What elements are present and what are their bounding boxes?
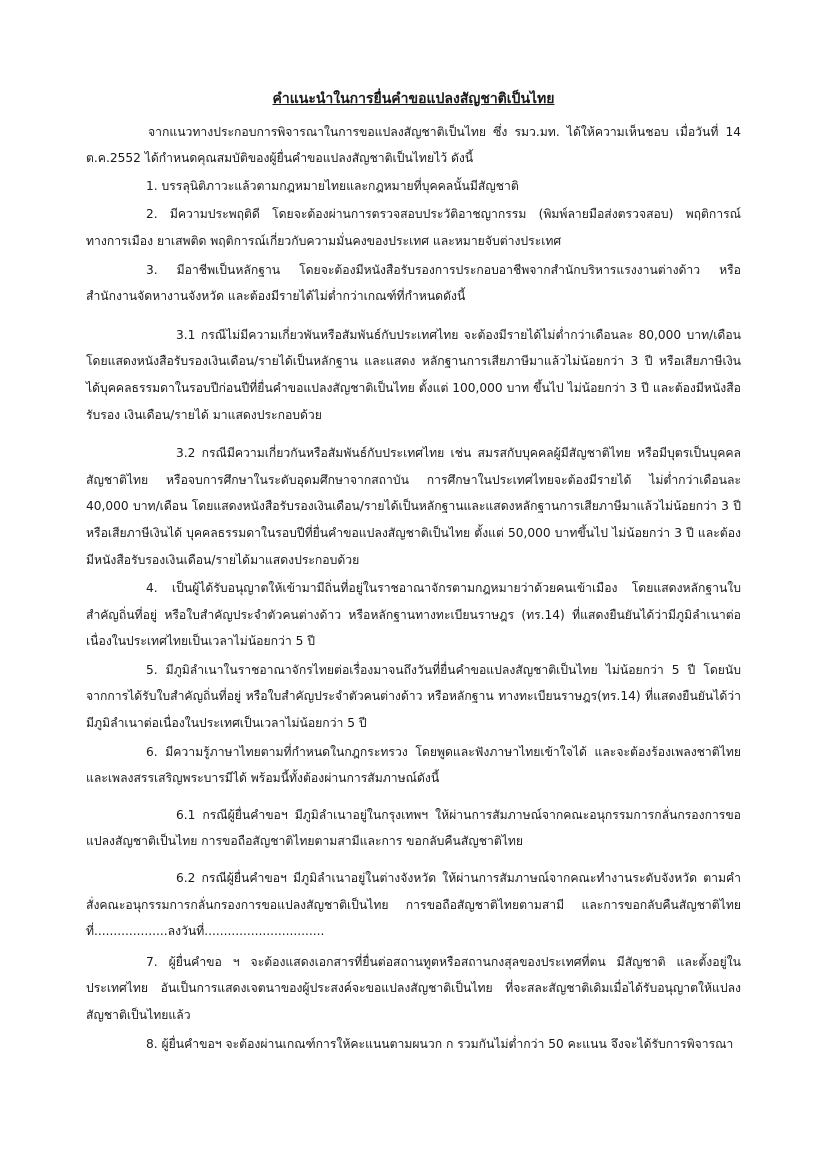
intro-paragraph: จากแนวทางประกอบการพิจารณาในการขอแปลงสัญชาติเป็นไทย ซึ่ง รมว.มท. ได้ให้ความเห็นชอบ เมื่อวันที่ 14 ต.ค.2552 ได้กำหนดคุณสมบัติของผู้ยื่นคำขอแปลงสัญชาติเป็นไทยไว้ ดังนี้	[86, 124, 741, 166]
criterion-3-1: 3.1 กรณีไม่มีความเกี่ยวพันหรือสัมพันธ์กับประเทศไทย จะต้องมีรายได้ไม่ต่ำกว่าเดือนละ 80,000 บาท/เดือน โดยแสดงหนังสือรับรองเงินเดือน/รายได้เป็นหลักฐาน และแสดง หลักฐานการเสียภาษีมาแล้วไม่น้อยกว่า 3 ปี หรือเสียภาษีเงินได้บุคคลธรรมดาในรอบปีก่อนปีที่ยื่นคำขอแปลงสัญชาติเป็นไทย ตั้งแต่ 100,000 บาท ขึ้นไป ไม่น้อยกว่า 3 ปี และต้องมีหนังสือรับรอง เงินเดือน/รายได้ มาแสดงประกอบด้วย	[86, 327, 741, 422]
document-title: คำแนะนำในการยื่นคำขอแปลงสัญชาติเป็นไทย	[272, 91, 555, 107]
criterion-4: 4. เป็นผู้ได้รับอนุญาตให้เข้ามามีถิ่นที่อยู่ในราชอาณาจักรตามกฎหมายว่าด้วยคนเข้าเมือง โดยแสดงหลักฐานใบสำคัญถิ่นที่อยู่ หรือใบสำคัญประจำตัวคนต่างด้าว หรือหลักฐานทางทะเบียนราษฎร (ทร.14) ที่แสดงยืนยันได้ว่ามีภูมิลำเนาต่อเนื่องในประเทศไทยเป็นเวลาไม่น้อยกว่า 5 ปี	[86, 581, 741, 649]
document-page	[86, 86, 741, 1057]
criterion-7: 7. ผู้ยื่นคำขอ ฯ จะต้องแสดงเอกสารที่ยื่นต่อสถานทูตหรือสถานกงสุลของประเทศที่ตน มีสัญชาติ และตั้งอยู่ในประเทศไทย อันเป็นการแสดงเจตนาของผู้ประสงค์จะขอแปลงสัญชาติเป็นไทย ที่จะสละสัญชาติเดิมเมื่อได้รับอนุญาตให้แปลงสัญชาติเป็นไทยแล้ว	[86, 954, 741, 1022]
criterion-2: 2. มีความประพฤติดี โดยจะต้องผ่านการตรวจสอบประวัติอาชญากรรม (พิมพ์ลายมือส่งตรวจสอบ) พฤติการณ์ทางการเมือง ยาเสพติด พฤติการณ์เกี่ยวกับความมั่นคงของประเทศ และหมายจับต่างประเทศ	[86, 207, 741, 248]
criterion-6: 6. มีความรู้ภาษาไทยตามที่กำหนดในกฎกระทรวง โดยพูดและฟังภาษาไทยเข้าใจได้ และจะต้องร้องเพลงชาติไทยและเพลงสรรเสริญพระบารมีได้ พร้อมนี้ทั้งต้องผ่านการสัมภาษณ์ดังนี้	[86, 744, 741, 786]
criterion-6-2: 6.2 กรณีผู้ยื่นคำขอฯ มีภูมิลำเนาอยู่ในต่างจังหวัด ให้ผ่านการสัมภาษณ์จากคณะทำงานระดับจังหวัด ตามคำสั่งคณะอนุกรรมการกลั่นกรองการขอแปลงสัญชาติเป็นไทย การขอถือสัญชาติไทยตามสามี และการขอกลับคืนสัญชาติไทย ที่...................ลงวันที่...............................	[86, 871, 741, 939]
criterion-6-1: 6.1 กรณีผู้ยื่นคำขอฯ มีภูมิลำเนาอยู่ในกรุงเทพฯ ให้ผ่านการสัมภาษณ์จากคณะอนุกรรมการกลั่นกรองการขอแปลงสัญชาติเป็นไทย การขอถือสัญชาติไทยตามสามีและการ ขอกลับคืนสัญชาติไทย	[86, 807, 741, 849]
criterion-3-2: 3.2 กรณีมีความเกี่ยวกันหรือสัมพันธ์กับประเทศไทย เช่น สมรสกับบุคคลผู้มีสัญชาติไทย หรือมีบุตรเป็นบุคคลสัญชาติไทย หรือจบการศึกษาในระดับอุดมศึกษาจากสถาบัน การศึกษาในประเทศไทยจะต้องมีรายได้ ไม่ต่ำกว่าเดือนละ 40,000 บาท/เดือน โดยแสดงหนังสือรับรองเงินเดือน/รายได้เป็นหลักฐานและแสดงหลักฐานการเสียภาษีมาแล้วไม่น้อยกว่า 3 ปี หรือเสียภาษีเงินได้ บุคคลธรรมดาในรอบปีที่ยื่นคำขอแปลงสัญชาติเป็นไทย ตั้งแต่ 50,000 บาทขึ้นไป ไม่น้อยกว่า 3 ปี และต้องมีหนังสือรับรองเงินเดือน/รายได้มาแสดงประกอบด้วย	[86, 446, 741, 567]
criterion-1: 1. บรรลุนิติภาวะแล้วตามกฎหมายไทยและกฎหมายที่บุคคลนั้นมีสัญชาติ	[146, 178, 519, 193]
criterion-5: 5. มีภูมิลำเนาในราชอาณาจักรไทยต่อเรื่องมาจนถึงวันที่ยื่นคำขอแปลงสัญชาติเป็นไทย ไม่น้อยกว่า 5 ปี โดยนับจากการได้รับใบสำคัญถิ่นที่อยู่ หรือใบสำคัญประจำตัวคนต่างด้าว หรือหลักฐาน ทางทะเบียนราษฎร(ทร.14) ที่แสดงยืนยันได้ว่ามีภูมิลำเนาต่อเนื่องในประเทศเป็นเวลาไม่น้อยกว่า 5 ปี	[86, 662, 741, 731]
criterion-8: 8. ผู้ยื่นคำขอฯ จะต้องผ่านเกณฑ์การให้คะแนนตามผนวก ก รวมกันไม่ต่ำกว่า 50 คะแนน จึงจะได้รับการพิจารณา	[146, 1036, 734, 1051]
criterion-3: 3. มีอาชีพเป็นหลักฐาน โดยจะต้องมีหนังสือรับรองการประกอบอาชีพจากสำนักบริหารแรงงานต่างด้าว หรือสำนักงานจัดหางานจังหวัด และต้องมีรายได้ไม่ต่ำกว่าเกณฑ์ที่กำหนดดังนี้	[86, 262, 741, 304]
